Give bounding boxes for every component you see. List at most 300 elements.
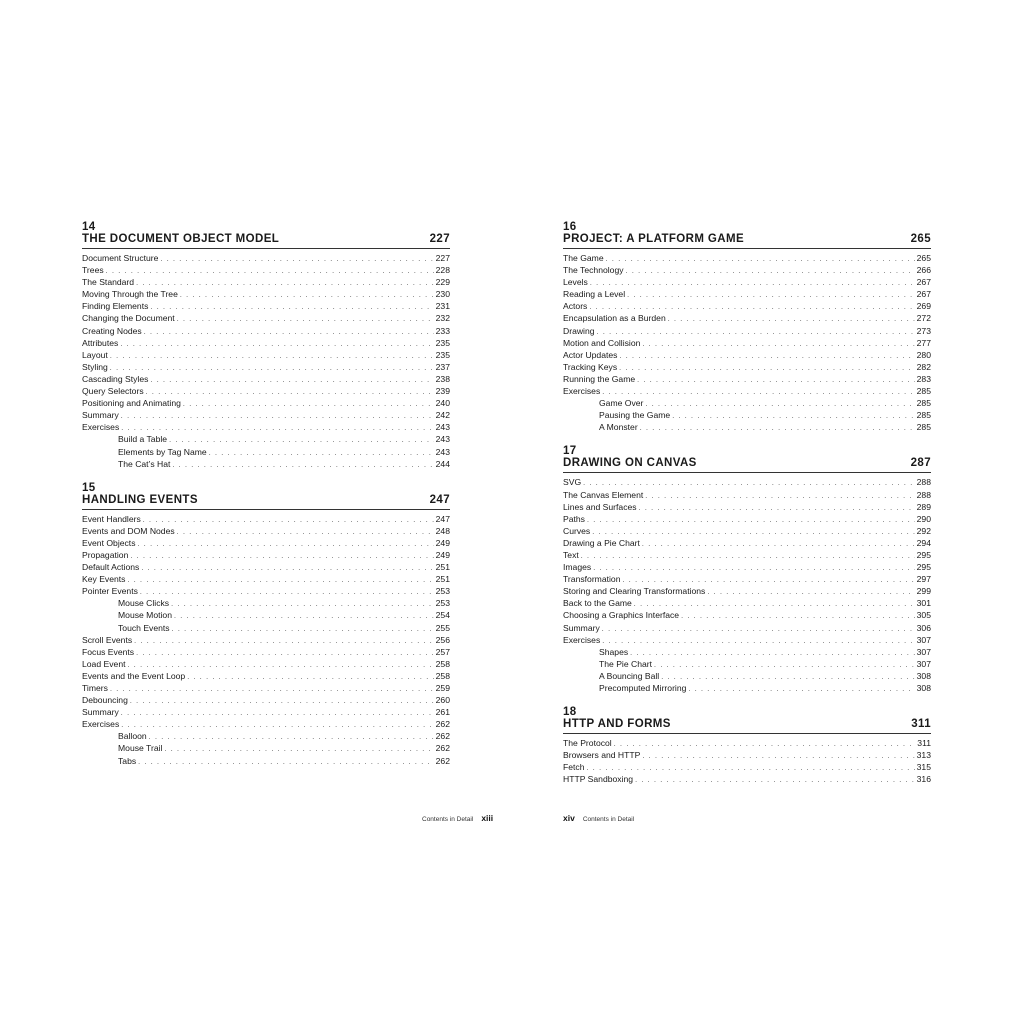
entry-title: Actor Updates <box>563 349 618 360</box>
left-page <box>82 221 450 779</box>
dot-leader <box>592 527 914 539</box>
toc-entry[interactable] <box>82 634 450 646</box>
entry-title: Summary <box>563 622 600 633</box>
toc-entry[interactable] <box>82 537 450 549</box>
toc-entry[interactable] <box>82 513 450 525</box>
entry-title: Levels <box>563 277 588 288</box>
entry-title: Summary <box>82 410 119 421</box>
toc-entry[interactable] <box>82 525 450 537</box>
dot-leader <box>602 624 915 636</box>
chapter-heading <box>563 718 931 734</box>
toc-entry[interactable] <box>563 749 931 761</box>
chapter-heading <box>563 457 931 473</box>
entry-page: 285 <box>916 422 931 433</box>
toc-entry[interactable] <box>563 288 931 300</box>
toc-entry[interactable] <box>563 489 931 501</box>
entry-title: Balloon <box>118 731 147 742</box>
chapter-page: 265 <box>910 233 931 245</box>
dot-leader <box>110 351 434 363</box>
dot-leader <box>640 423 915 435</box>
toc-entry[interactable] <box>563 737 931 749</box>
entry-page: 307 <box>916 646 931 657</box>
chapter-number: 17 <box>563 445 577 458</box>
dot-leader <box>707 587 914 599</box>
entry-page: 305 <box>916 610 931 621</box>
toc-entry[interactable] <box>563 573 931 585</box>
toc-entry[interactable] <box>82 694 450 706</box>
chapter-heading <box>82 494 450 510</box>
entry-title: A Monster <box>599 422 638 433</box>
entry-page: 273 <box>916 325 931 336</box>
dot-leader <box>121 423 433 435</box>
toc-entry[interactable] <box>82 718 450 730</box>
entry-page: 244 <box>435 458 450 469</box>
entry-page: 282 <box>916 361 931 372</box>
dot-leader <box>637 375 915 387</box>
dot-leader <box>127 575 433 587</box>
entry-page: 289 <box>916 501 931 512</box>
chapter-title: HTTP AND FORMS <box>563 718 671 731</box>
dot-leader <box>645 399 914 411</box>
dot-leader <box>143 515 434 527</box>
toc-subentry[interactable] <box>563 682 931 694</box>
dot-leader <box>590 278 915 290</box>
toc-entry[interactable] <box>563 337 931 349</box>
toc-subentry[interactable] <box>82 458 450 470</box>
entry-title: Curves <box>563 525 591 536</box>
toc-entry[interactable] <box>563 501 931 513</box>
entry-page: 256 <box>435 634 450 645</box>
entry-page: 227 <box>435 253 450 263</box>
entry-title: Choosing a Graphics Interface <box>563 610 680 621</box>
entry-title: The Standard <box>82 277 135 288</box>
right-page-footer <box>563 813 634 823</box>
entry-page: 231 <box>435 301 450 312</box>
toc-entry[interactable] <box>563 609 931 621</box>
entry-page: 307 <box>916 658 931 669</box>
entry-page: 248 <box>435 525 450 536</box>
entry-title: Key Events <box>82 574 126 585</box>
toc-subentry[interactable] <box>563 670 931 682</box>
chapter-title: DRAWING ON CANVAS <box>563 457 697 470</box>
dot-leader <box>150 375 433 387</box>
toc-subentry[interactable] <box>82 622 450 634</box>
entry-page: 232 <box>435 313 450 324</box>
entry-page: 285 <box>916 398 931 409</box>
toc-entry[interactable] <box>82 670 450 682</box>
entry-page: 307 <box>916 634 931 645</box>
entry-title: Event Objects <box>82 537 136 548</box>
dot-leader <box>150 302 433 314</box>
dot-leader <box>141 563 433 575</box>
entry-page: 260 <box>435 695 450 706</box>
dot-leader <box>619 363 915 375</box>
entry-page: 301 <box>916 598 931 609</box>
dot-leader <box>172 460 433 472</box>
entry-page: 288 <box>916 477 931 488</box>
entry-page: 295 <box>916 549 931 560</box>
toc-entry[interactable] <box>82 300 450 312</box>
entry-page: 228 <box>435 265 450 276</box>
entry-page: 262 <box>435 743 450 754</box>
chapter-page: 287 <box>910 457 931 470</box>
entry-page: 280 <box>916 349 931 360</box>
entry-title: SVG <box>563 477 582 488</box>
toc-entry[interactable] <box>82 658 450 670</box>
entry-page: 308 <box>916 683 931 693</box>
toc-entry[interactable] <box>563 325 931 337</box>
toc-entry[interactable] <box>563 597 931 609</box>
entry-title: Attributes <box>82 337 119 348</box>
entry-title: Lines and Surfaces <box>563 501 637 512</box>
entry-page: 311 <box>917 738 931 749</box>
entry-title: Moving Through the Tree <box>82 289 178 300</box>
dot-leader <box>635 775 915 787</box>
toc-entry[interactable] <box>563 300 931 312</box>
entry-page: 243 <box>435 446 450 457</box>
dot-leader <box>668 314 915 326</box>
entry-title: Timers <box>82 683 108 693</box>
chapter-number: 16 <box>563 221 577 233</box>
dot-leader <box>681 611 915 623</box>
dot-leader <box>597 327 915 339</box>
entry-page: 285 <box>916 410 931 421</box>
dot-leader <box>146 387 434 399</box>
entry-title: Debouncing <box>82 695 128 706</box>
entry-title: Summary <box>82 707 119 718</box>
toc-entry[interactable] <box>82 349 450 361</box>
entry-title: Trees <box>82 265 104 276</box>
dot-leader <box>138 539 434 551</box>
dot-leader <box>130 551 433 563</box>
toc-entry[interactable] <box>82 682 450 694</box>
toc-entry[interactable] <box>82 573 450 585</box>
toc-subentry[interactable] <box>563 409 931 421</box>
dot-leader <box>602 387 914 399</box>
entry-page: 294 <box>916 537 931 548</box>
dot-leader <box>140 587 434 599</box>
dot-leader <box>183 399 434 411</box>
toc-entry[interactable] <box>563 761 931 773</box>
toc-subentry[interactable] <box>563 397 931 409</box>
entry-page: 235 <box>435 337 450 348</box>
toc-entry[interactable] <box>563 634 931 646</box>
chapter-page: 227 <box>429 233 450 245</box>
toc-entry[interactable] <box>563 361 931 373</box>
dot-leader <box>642 339 914 351</box>
toc-entry[interactable] <box>563 513 931 525</box>
toc-subentry[interactable] <box>82 742 450 754</box>
entry-title: Exercises <box>563 634 601 645</box>
dot-leader <box>587 763 915 775</box>
dot-leader <box>177 314 434 326</box>
toc-entry[interactable] <box>82 312 450 324</box>
dot-leader <box>138 757 434 769</box>
toc-subentry[interactable] <box>82 433 450 445</box>
entry-title: The Pie Chart <box>599 658 653 669</box>
entry-title: Positioning and Animating <box>82 398 181 409</box>
toc-entry[interactable] <box>563 349 931 361</box>
entry-title: Reading a Level <box>563 289 626 300</box>
footer-label: Contents in Detail <box>582 816 635 823</box>
entry-title: Styling <box>82 361 108 372</box>
toc-entry[interactable] <box>82 264 450 276</box>
dot-leader <box>654 660 915 672</box>
toc-entry[interactable] <box>82 421 450 433</box>
entry-title: Build a Table <box>118 434 168 445</box>
chapter-title: THE DOCUMENT OBJECT MODEL <box>82 233 280 245</box>
right-page <box>563 221 931 797</box>
entry-page: 265 <box>916 253 931 263</box>
entry-title: Transformation <box>563 574 621 585</box>
chapter-title: HANDLING EVENTS <box>82 493 198 506</box>
chapter-section <box>563 706 931 785</box>
entry-title: Storing and Clearing Transformations <box>563 586 706 597</box>
toc-entry[interactable] <box>82 646 450 658</box>
toc-subentry[interactable] <box>563 646 931 658</box>
dot-leader <box>180 290 434 302</box>
dot-leader <box>626 266 915 278</box>
entry-page: 288 <box>916 489 931 500</box>
entry-title: Elements by Tag Name <box>118 446 207 457</box>
dot-leader <box>639 503 915 515</box>
entry-title: Focus Events <box>82 646 135 657</box>
entry-page: 267 <box>916 277 931 288</box>
chapter-page: 247 <box>429 493 450 506</box>
dot-leader <box>149 732 434 744</box>
toc-entry[interactable] <box>563 385 931 397</box>
entry-title: Changing the Document <box>82 313 175 324</box>
entry-title: Creating Nodes <box>82 325 142 336</box>
dot-leader <box>642 751 914 763</box>
dot-leader <box>177 527 434 539</box>
entry-title: Pointer Events <box>82 586 138 597</box>
entry-title: Precomputed Mirroring <box>599 683 687 693</box>
dot-leader <box>602 636 914 648</box>
toc-entry[interactable] <box>563 549 931 561</box>
toc-entry[interactable] <box>82 561 450 573</box>
entry-page: 272 <box>916 313 931 324</box>
entry-page: 308 <box>916 670 931 681</box>
dot-leader <box>136 648 434 660</box>
toc-entry[interactable] <box>82 288 450 300</box>
toc-entry[interactable] <box>82 337 450 349</box>
entry-page: 249 <box>435 537 450 548</box>
entry-title: The Cat’s Hat <box>118 458 171 469</box>
toc-entry[interactable] <box>82 549 450 561</box>
entry-page: 230 <box>435 289 450 300</box>
entry-page: 262 <box>435 731 450 742</box>
entry-title: Tabs <box>118 755 137 766</box>
entry-title: Mouse Trail <box>118 743 163 754</box>
dot-leader <box>144 327 434 339</box>
entry-title: The Canvas Element <box>563 489 644 500</box>
toc-entry[interactable] <box>563 276 931 288</box>
entry-title: Drawing <box>563 325 595 336</box>
toc-entry[interactable] <box>563 773 931 785</box>
toc-subentry[interactable] <box>563 421 931 433</box>
toc-entry[interactable] <box>82 325 450 337</box>
entry-page: 247 <box>435 513 450 524</box>
dot-leader <box>672 411 914 423</box>
entry-title: Layout <box>82 349 108 360</box>
entry-title: Load Event <box>82 658 126 669</box>
entry-page: 315 <box>916 762 931 773</box>
entry-title: Tracking Keys <box>563 361 618 372</box>
entry-page: 299 <box>916 586 931 597</box>
toc-entry[interactable] <box>563 537 931 549</box>
toc-entry[interactable] <box>82 252 450 264</box>
entry-page: 242 <box>435 410 450 421</box>
dot-leader <box>661 672 914 684</box>
chapter-page: 311 <box>911 718 931 731</box>
entry-title: Mouse Motion <box>118 610 172 621</box>
entry-page: 313 <box>916 750 931 761</box>
entry-title: HTTP Sandboxing <box>563 774 634 785</box>
entry-title: Touch Events <box>118 622 170 633</box>
entry-title: Scroll Events <box>82 634 133 645</box>
toc-entry[interactable] <box>563 373 931 385</box>
entry-title: The Game <box>563 253 604 263</box>
entry-title: Fetch <box>563 762 585 773</box>
entry-page: 290 <box>916 513 931 524</box>
toc-entry[interactable] <box>82 373 450 385</box>
toc-entry[interactable] <box>563 561 931 573</box>
entry-title: Events and DOM Nodes <box>82 525 175 536</box>
entry-page: 243 <box>435 422 450 433</box>
entry-title: Query Selectors <box>82 386 144 397</box>
toc-entry[interactable] <box>563 622 931 634</box>
entry-title: Propagation <box>82 549 129 560</box>
toc-subentry[interactable] <box>563 658 931 670</box>
toc-entry[interactable] <box>82 276 450 288</box>
entry-title: A Bouncing Ball <box>599 670 660 681</box>
entry-page: 266 <box>916 265 931 276</box>
entry-page: 259 <box>435 683 450 693</box>
entry-title: Exercises <box>82 422 120 433</box>
entry-title: Browsers and HTTP <box>563 750 641 761</box>
entry-title: Mouse Clicks <box>118 598 170 609</box>
chapter-number: 15 <box>82 481 96 494</box>
dot-leader <box>587 515 915 527</box>
toc-subentry[interactable] <box>82 755 450 767</box>
dot-leader <box>121 708 434 720</box>
chapter-title: PROJECT: A PLATFORM GAME <box>563 233 745 245</box>
chapter-section <box>563 221 931 433</box>
entry-page: 283 <box>916 373 931 384</box>
entry-page: 292 <box>916 525 931 536</box>
entry-page: 253 <box>435 586 450 597</box>
toc-entry[interactable] <box>563 312 931 324</box>
dot-leader <box>187 672 433 684</box>
entry-title: The Protocol <box>563 738 612 749</box>
entry-title: Default Actions <box>82 562 140 573</box>
toc-entry[interactable] <box>563 585 931 597</box>
entry-page: 262 <box>435 755 450 766</box>
chapter-heading <box>82 233 450 249</box>
dot-leader <box>645 491 914 503</box>
entry-title: Game Over <box>599 398 644 409</box>
dot-leader <box>619 351 914 363</box>
entry-title: Motion and Collision <box>563 337 641 348</box>
toc-entry[interactable] <box>82 361 450 373</box>
dot-leader <box>121 720 433 732</box>
entry-title: Images <box>563 562 592 573</box>
entry-page: 237 <box>435 361 450 372</box>
entry-page: 285 <box>916 386 931 397</box>
entry-page: 277 <box>916 337 931 348</box>
entry-title: Text <box>563 549 579 560</box>
dot-leader <box>209 448 434 460</box>
toc-entry[interactable] <box>563 264 931 276</box>
dot-leader <box>614 739 916 751</box>
entry-title: Exercises <box>563 386 601 397</box>
entry-title: Drawing a Pie Chart <box>563 537 640 548</box>
entry-title: Exercises <box>82 719 120 730</box>
entry-page: 249 <box>435 549 450 560</box>
entry-page: 240 <box>435 398 450 409</box>
footer-page-number: xiii <box>481 813 494 823</box>
entry-title: Events and the Event Loop <box>82 670 186 681</box>
entry-page: 258 <box>435 670 450 681</box>
entry-title: Document Structure <box>82 253 159 263</box>
toc-entry[interactable] <box>82 409 450 421</box>
toc-entry[interactable] <box>82 585 450 597</box>
toc-entry[interactable] <box>82 706 450 718</box>
entry-title: Cascading Styles <box>82 373 149 384</box>
chapter-heading <box>563 233 931 249</box>
toc-subentry[interactable] <box>82 597 450 609</box>
toc-entry[interactable] <box>563 252 931 264</box>
entry-page: 262 <box>435 719 450 730</box>
chapter-number: 18 <box>563 706 577 719</box>
entry-page: 233 <box>435 325 450 336</box>
entry-title: Actors <box>563 301 588 312</box>
entry-page: 253 <box>435 598 450 609</box>
dot-leader <box>630 648 915 660</box>
toc-entry[interactable] <box>563 525 931 537</box>
dot-leader <box>172 624 434 636</box>
entry-page: 267 <box>916 289 931 300</box>
entry-title: Finding Elements <box>82 301 149 312</box>
entry-page: 316 <box>916 774 931 785</box>
toc-entry[interactable] <box>82 397 450 409</box>
dot-leader <box>169 435 434 447</box>
toc-subentry[interactable] <box>82 446 450 458</box>
entry-title: Pausing the Game <box>599 410 671 421</box>
dot-leader <box>642 539 915 551</box>
footer-label: Contents in Detail <box>422 816 474 823</box>
entry-page: 239 <box>435 386 450 397</box>
entry-page: 243 <box>435 434 450 445</box>
toc-subentry[interactable] <box>82 609 450 621</box>
dot-leader <box>606 254 915 266</box>
toc-subentry[interactable] <box>82 730 450 742</box>
chapter-section <box>563 445 931 694</box>
dot-leader <box>174 611 434 623</box>
entry-page: 251 <box>435 562 450 573</box>
dot-leader <box>121 411 434 423</box>
dot-leader <box>627 290 915 302</box>
toc-entry[interactable] <box>563 476 931 488</box>
dot-leader <box>688 684 914 696</box>
toc-entry[interactable] <box>82 385 450 397</box>
entry-page: 238 <box>435 373 450 384</box>
dot-leader <box>130 696 434 708</box>
chapter-section <box>82 221 450 470</box>
entry-page: 229 <box>435 277 450 288</box>
chapter-section <box>82 482 450 767</box>
